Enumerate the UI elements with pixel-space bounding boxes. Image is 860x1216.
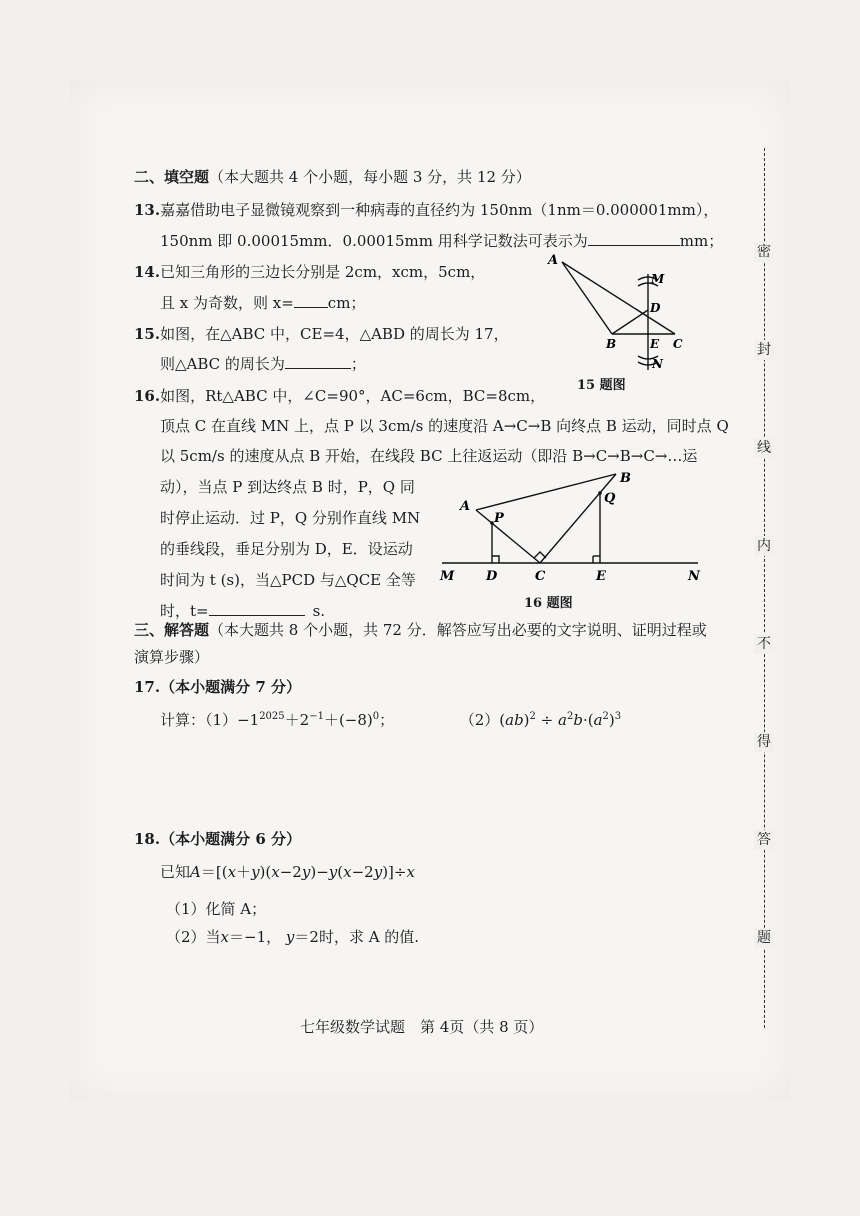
q18-given: 已知A＝[(x＋y)(x−2y)−y(x−2y)]÷x [160, 863, 415, 881]
q15-label-D: D [650, 301, 661, 315]
q15-answer-blank[interactable] [285, 354, 351, 369]
q16-line8: 时，t= s. [160, 602, 326, 620]
seal-char-1: 密 [754, 242, 774, 262]
q16-label-A: A [460, 499, 471, 514]
q16-label-E: E [596, 569, 606, 584]
q16-label-P: P [494, 511, 504, 526]
q13-answer-blank[interactable] [588, 231, 680, 246]
q16-label-Q: Q [604, 491, 616, 506]
seal-char-4: 内 [754, 536, 774, 556]
section3-title: 三、解答题 [134, 621, 210, 639]
q16-label-N: N [688, 569, 700, 584]
q15-figure [540, 250, 700, 378]
seal-char-2: 封 [754, 340, 774, 360]
page-footer: 七年级数学试题 第 4页（共 8 页） [300, 1018, 544, 1036]
q18-expr: A＝[(x＋y)(x−2y)−y(x−2y)]÷x [190, 863, 415, 881]
q14-answer-blank[interactable] [294, 293, 328, 308]
q16-label-M: M [440, 569, 455, 584]
q16-line4: 动），当点 P 到达终点 B 时，P，Q 同 [160, 478, 415, 496]
q15-label-E: E [650, 337, 660, 351]
q15-label-N: N [652, 357, 663, 371]
q15-caption: 15 题图 [577, 378, 626, 393]
q16-line2: 顶点 C 在直线 MN 上，点 P 以 3cm/s 的速度沿 A→C→B 向终点 B 运动，同时点 Q [160, 417, 729, 435]
seal-char-7: 答 [754, 830, 774, 850]
q16-line7: 时间为 t (s)，当△PCD 与△QCE 全等 [160, 571, 416, 589]
q18-sub2: （2）当x＝−1， y＝2时，求 A 的值. [166, 928, 420, 946]
q16-label-C: C [535, 569, 546, 584]
section2-header [134, 167, 531, 187]
seal-dashed-line [764, 148, 765, 1028]
seal-char-3: 线 [754, 438, 774, 458]
q13-line2: 150nm 即 0.00015mm．0.00015mm 用科学记数法可表示为 mm； [160, 232, 724, 250]
section2-desc: （本大题共 4 个小题，每小题 3 分，共 12 分） [209, 168, 531, 186]
q16-label-D: D [486, 569, 498, 584]
q16-figure [436, 470, 706, 588]
q16-answer-blank[interactable] [209, 601, 305, 616]
seal-char-8: 题 [754, 928, 774, 948]
q15-label-B: B [606, 337, 617, 351]
q15-label-A: A [548, 253, 559, 268]
q17-expr1: $-1^{2025}+2^{-1}+(-8)^0$； [237, 711, 395, 729]
q16-line6: 的垂线段，垂足分别为 D，E．设运动 [160, 540, 413, 558]
q14-line2: 且 x 为奇数，则 x= cm； [160, 294, 366, 312]
q17-parts: 计算：$(1)-1^{2025}+2^{-1}+(-8)^0$； $(2)(ab)^2 \div a^2b\cdot(a^2)^3$ [160, 711, 622, 729]
seal-char-5: 不 [754, 634, 774, 654]
section2-title: 二、填空题 [134, 168, 210, 186]
q17-expr2: $(ab)^2 \div a^2b\cdot(a^2)^3$ [499, 711, 622, 729]
q16-line5: 时停止运动．过 P，Q 分别作直线 MN [160, 509, 421, 527]
section3-desc2: 演算步骤） [134, 648, 210, 666]
q15-line1: 15.如图，在△ABC 中，CE=4，△ABD 的周长为 17， [134, 325, 509, 343]
seal-char-6: 得 [754, 732, 774, 752]
q17-header: 17.（本小题满分 7 分） [134, 678, 301, 696]
q15-line2: 则△ABC 的周长为 ； [160, 355, 366, 373]
q13-line1: 13.嘉嘉借助电子显微镜观察到一种病毒的直径约为 150nm（1nm＝0.000001mm）， [134, 201, 719, 219]
q15-label-C: C [673, 337, 683, 351]
section3-header: 三、解答题（本大题共 8 个小题，共 72 分．解答应写出必要的文字说明、证明过程或 [134, 621, 707, 639]
q18-sub1: （1）化简 A； [166, 900, 267, 918]
q14-line1: 14.已知三角形的三边长分别是 2cm，xcm，5cm， [134, 263, 486, 281]
q16-label-B: B [620, 471, 631, 486]
q15-label-M: M [651, 272, 665, 286]
q18-condition: x＝−1， y＝2 [220, 928, 319, 946]
q18-header: 18.（本小题满分 6 分） [134, 830, 301, 848]
q16-line1: 16.如图，Rt△ABC 中，∠C=90°，AC=6cm，BC=8cm， [134, 387, 546, 405]
q16-line3: 以 5cm/s 的速度从点 B 开始，在线段 BC 上往返运动（即沿 B→C→B→C→…运 [160, 447, 698, 465]
q16-caption: 16 题图 [524, 596, 573, 611]
